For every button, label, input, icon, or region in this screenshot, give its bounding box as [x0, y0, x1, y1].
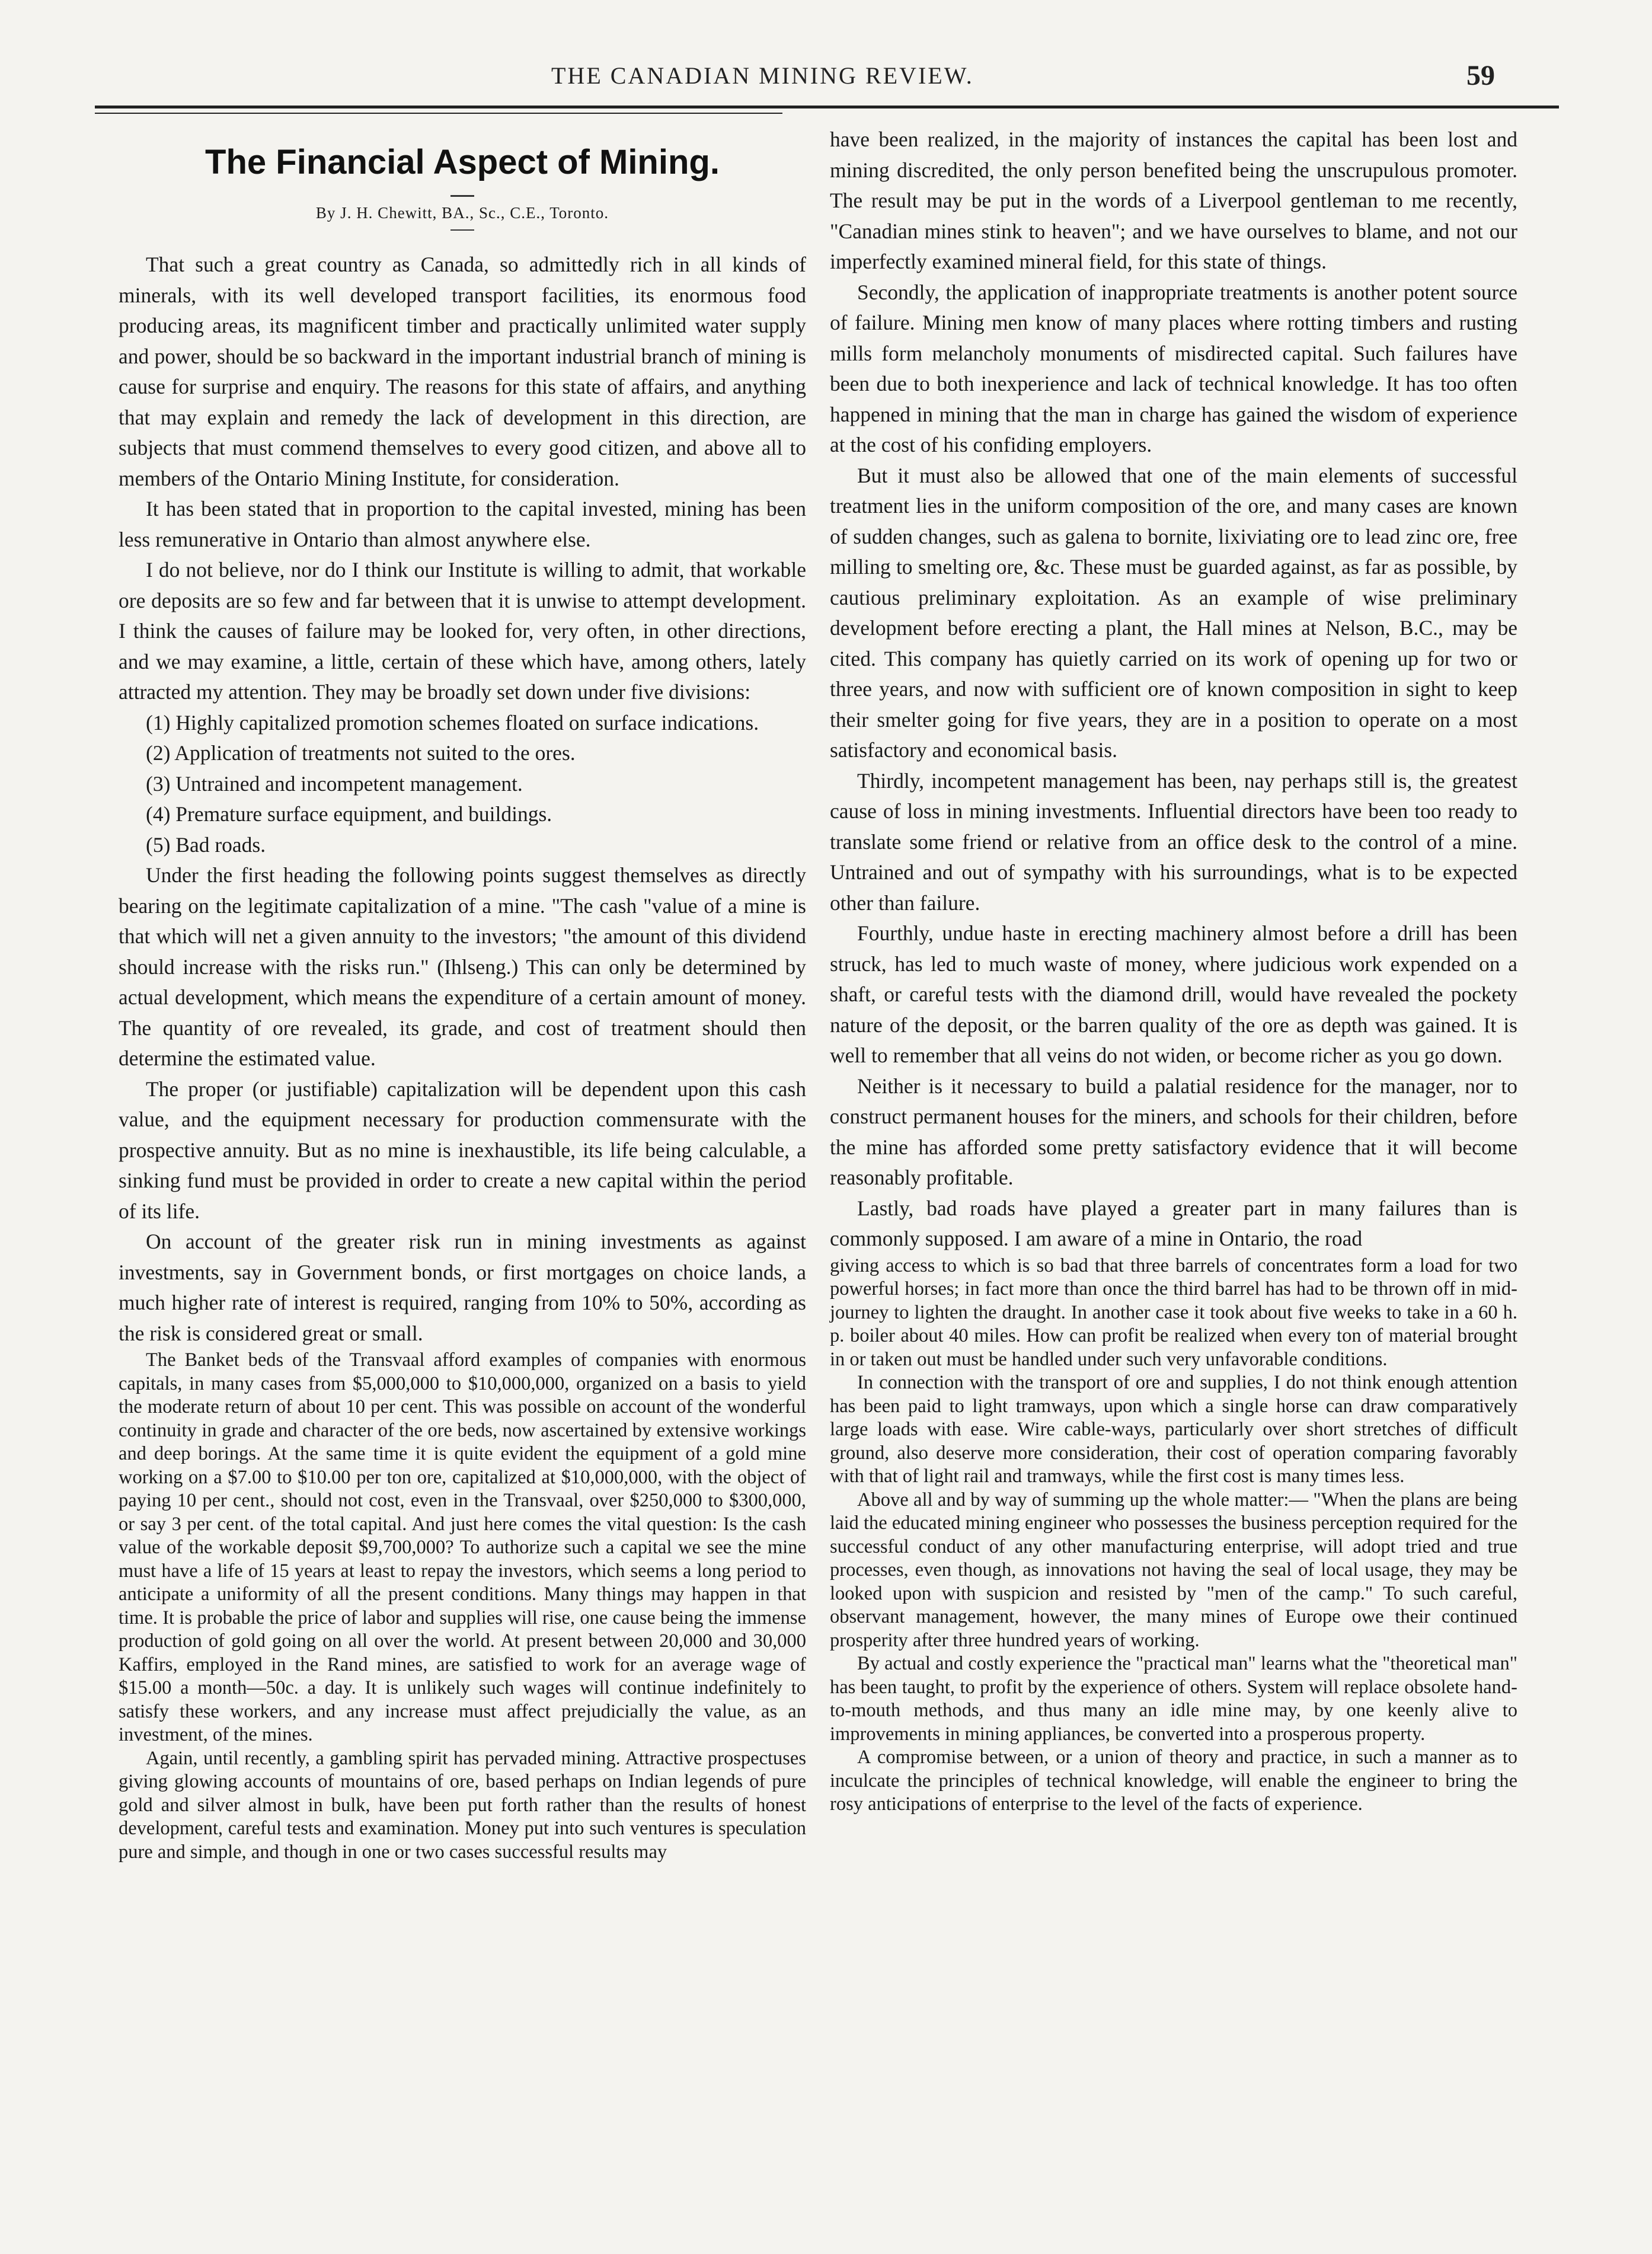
paragraph-small: The Banket beds of the Transvaal afford examples of companies with enormous capitals, in many cases from $5,000,000 to $10,000,000, organized on a basis to yield the moderate return of about 10 per cent. This was possible on account of the wonderful continuity in grade and character of the ore beds, now ascertained by extensive workings and deep borings. At the same time it is quite evident the equipment of a gold mine working on a $7.00 to $10.00 per ton ore, capitalized at $10,000,000, with the object of paying 10 per cent., should not cost, even in the Transvaal, over $250,000 to $300,000, or say 3 per cent. of the total capital. And just here comes the vital question: Is the cash value of the workable deposit $9,700,000? To authorize such a capital we see the mine must have a life of 15 years at least to repay the investors, which seems a long period to anticipate a uniformity of all the present conditions. Many things may happen in that time. It is probable the price of labor and supplies will rise, one cause being the immense production of gold going on all over the world. At present between 20,000 and 30,000 Kaffirs, employed in the Rand mines, are satisfied to work for an average wage of $15.00 a month—50c. a day. It is unlikely such wages will continue indefinitely to satisfy these workers, and any increase must affect prejudicially the value, as an investment, of the mines. — [119, 1349, 806, 1745]
list-item: (5) Bad roads. — [146, 832, 266, 857]
paragraph-small: A compromise between, or a union of theory and practice, in such a manner as to inculcate the principles of technical knowledge, will enable the engineer to bring the rosy anticipations of enterprise to the level of the facts of experience. — [830, 1747, 1517, 1815]
byline-divider — [450, 229, 474, 231]
paragraph: Under the first heading the following points suggest themselves as directly bearing on the legitimate capitalization of a mine. "The cash "value of a mine is that which will net a given annuity to the investors; "the amount of this dividend should increase with the risks run." (Ihlseng.) This can only be determined by actual development, which means the expenditure of a certain amount of money. The quantity of ore revealed, its grade, and cost of treatment should then determine the estimated value. — [119, 863, 806, 1070]
paragraph: That such a great country as Canada, so admittedly rich in all kinds of minerals, with its well developed transport facilities, its enormous food producing areas, its magnificent timber and practically unlimited water supply and power, should be so backward in the important industrial branch of mining is cause for surprise and enquiry. The reasons for this state of affairs, and anything that may explain and remedy the lack of development in this direction, are subjects that must commend themselves to every good citizen, and above all to members of the Ontario Mining Institute, for consideration. — [119, 253, 806, 490]
paragraph: have been realized, in the majority of instances the capital has been lost and mining discredited, the only person benefited being the unscrupulous promoter. The result may be put in the words of a Liverpool gentleman to me recently, "Canadian mines stink to heaven"; and we have ourselves to blame, and not our imperfectly examined mineral field, for this state of things. — [830, 127, 1517, 273]
page-number: 59 — [1466, 60, 1495, 91]
list-item: (4) Premature surface equipment, and buildings. — [146, 802, 552, 826]
header-rule-thin — [95, 113, 782, 114]
paragraph: Thirdly, incompetent management has been, nay perhaps still is, the greatest cause of loss in mining investments. Influential directors have been too ready to translate some friend or relative from an office desk to the control of a mine. Untrained and out of sympathy with his surroundings, what is to be expected other than failure. — [830, 768, 1517, 915]
paragraph: Secondly, the application of inappropriate treatments is another potent source of failure. Mining men know of many places where rotting timbers and rusting mills form melancholy monuments of misdirected capital. Such failures have been due to both inexperience and lack of technical knowledge. It has too often happened in mining that the man in charge has gained the wisdom of experience at the cost of his confiding employers. — [830, 280, 1517, 456]
paragraph-small: Again, until recently, a gambling spirit has pervaded mining. Attractive prospectuses giving glowing accounts of mountains of ore, based perhaps on Indian legends of pure gold and silver almost in bulk, have been put forth rather than the results of honest development, careful tests and examination. Money put into such ventures is speculation pure and simple, and though in one or two cases successful results may — [119, 1747, 806, 1863]
paragraph: Fourthly, undue haste in erecting machinery almost before a drill has been struck, has led to much waste of money, where judicious work expended on a shaft, or careful tests with the diamond drill, would have revealed the pockety nature of the deposit, or the barren quality of the ore as depth was gained. It is well to remember that all veins do not widen, or become richer as you go down. — [830, 921, 1517, 1067]
list-item: (1) Highly capitalized promotion schemes floated on surface indications. — [146, 710, 759, 735]
paragraph: It has been stated that in proportion to the capital invested, mining has been less remunerative in Ontario than almost anywhere else. — [119, 497, 806, 551]
paragraph: The proper (or justifiable) capitalization will be dependent upon this cash value, and the equipment necessary for production commensurate with the prospective annuity. But as no mine is inexhaustible, its life being calculable, a sinking fund must be provided in order to create a new capital within the period of its life. — [119, 1077, 806, 1223]
paragraph-small: By actual and costly experience the "practical man" learns what the "theoretical man" has been taught, to profit by the experience of others. System will replace obsolete hand-to-mouth methods, and thus many an idle mine may, by one keenly alive to improvements in mining appliances, be converted into a prosperous property. — [830, 1653, 1517, 1745]
list-item: (3) Untrained and incompetent management. — [146, 771, 523, 796]
paragraph: I do not believe, nor do I think our Institute is willing to admit, that workable ore deposits are so few and far between that it is unwise to attempt development. I think the causes of failure may be looked for, very often, in other directions, and we may examine, a little, certain of these which have, among others, lately attracted my attention. They may be broadly set down under five divisions: — [119, 558, 806, 704]
article-title: The Financial Aspect of Mining. — [205, 143, 720, 181]
paragraph-small: giving access to which is so bad that three barrels of concentrates form a load for two powerful horses; in fact more than once the third barrel has had to be thrown off in mid-journey to lighten the draught. In another case it took about five weeks to take in a 60 h. p. boiler about 40 miles. How can profit be realized when every ton of material brought in or taken out must be handled under such very unfavorable conditions. — [830, 1254, 1517, 1370]
paragraph: But it must also be allowed that one of the main elements of successful treatment lies in the uniform composition of the ore, and many cases are known of sudden changes, such as galena to bornite, lixiviating ore to lead zinc ore, free milling to smelting ore, &c. These must be guarded against, as far as possible, by cautious preliminary exploitation. As an example of wise preliminary development before erecting a plant, the Hall mines at Nelson, B.C., may be cited. This company has quietly carried on its work of opening up for two or three years, and now with sufficient ore of known composition in sight to keep their smelter going for five years, they are in a position to operate on a most satisfactory and economical basis. — [830, 463, 1517, 762]
byline: By J. H. Chewitt, BA., Sc., C.E., Toronto. — [315, 204, 609, 222]
header-rule — [95, 106, 1559, 108]
right-column — [830, 124, 1517, 1816]
paragraph: Lastly, bad roads have played a greater part in many failures than is commonly supposed. I am aware of a mine in Ontario, the road — [830, 1196, 1517, 1250]
paragraph: On account of the greater risk run in mining investments as against investments, say in Government bonds, or first mortgages on choice lands, a much higher rate of interest is required, ranging from 10% to 50%, according as the risk is considered great or small. — [119, 1230, 806, 1345]
paragraph-small: Above all and by way of summing up the whole matter:— "When the plans are being laid the educated mining engineer who possesses the business perception required for the successful conduct of any other manufacturing enterprise, will adopt tried and true processes, even though, as innovations not having the seal of local usage, they may be looked upon with suspicion and resisted by "men of the camp." To such careful, observant management, however, the many mines of Europe owe their continued prosperity after three hundred years of working. — [830, 1489, 1517, 1651]
title-divider — [450, 195, 474, 197]
running-head: THE CANADIAN MINING REVIEW. — [551, 62, 974, 89]
paragraph: Neither is it necessary to build a palatial residence for the manager, nor to construct permanent houses for the miners, and schools for their children, before the mine has afforded some pretty satisfactory evidence that it will become reasonably profitable. — [830, 1074, 1517, 1189]
left-column — [119, 124, 806, 1864]
list-item: (2) Application of treatments not suited to the ores. — [146, 741, 576, 765]
paragraph-small: In connection with the transport of ore and supplies, I do not think enough attention has been paid to light tramways, upon which a single horse can draw comparatively large loads with ease. Wire cable-ways, particularly over short stretches of difficult ground, also deserve more consideration, their cost of operation comparing favorably with that of light rail and tramways, while the first cost is many times less. — [830, 1372, 1517, 1487]
